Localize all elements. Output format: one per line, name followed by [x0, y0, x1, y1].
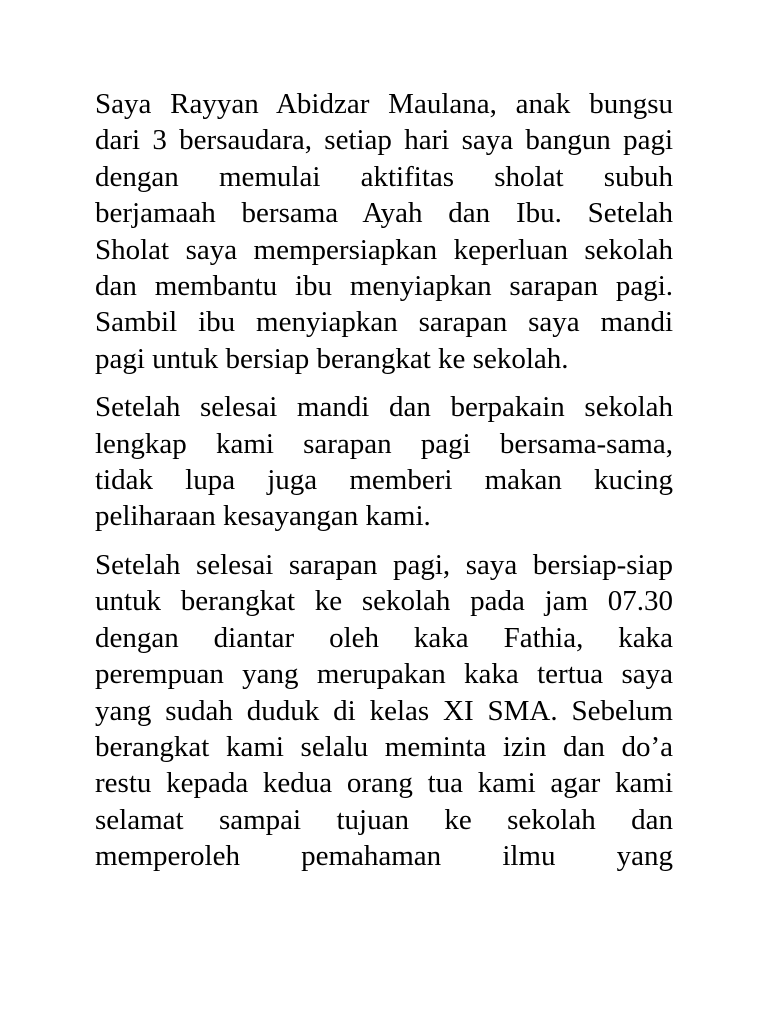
- text-line: dengan diantar oleh kaka Fathia, kaka: [95, 621, 673, 654]
- text-line: perempuan yang merupakan kaka tertua saya: [95, 658, 673, 691]
- text-line: yang sudah duduk di kelas XI SMA. Sebelum: [95, 694, 673, 727]
- text-line: untuk berangkat ke sekolah pada jam 07.30: [95, 585, 673, 618]
- text-line: peliharaan kesayangan kami.: [95, 500, 431, 533]
- text-line: dan membantu ibu menyiapkan sarapan pagi.: [95, 270, 673, 303]
- text-line: lengkap kami sarapan pagi bersama-sama,: [95, 427, 673, 460]
- paragraph-1: [95, 86, 673, 377]
- text-line: Sambil ibu menyiapkan sarapan saya mandi: [95, 306, 673, 339]
- text-line: restu kepada kedua orang tua kami agar kami: [95, 767, 673, 800]
- text-line: Setelah selesai mandi dan berpakain sekolah: [95, 391, 673, 424]
- text-line: Sholat saya mempersiapkan keperluan sekolah: [95, 233, 673, 266]
- text-line: selamat sampai tujuan ke sekolah dan: [95, 803, 673, 836]
- text-line: berjamaah bersama Ayah dan Ibu. Setelah: [95, 197, 673, 230]
- text-line: dari 3 bersaudara, setiap hari saya bangun pagi: [95, 124, 673, 157]
- paragraph-2: [95, 389, 673, 535]
- text-line: pagi untuk bersiap berangkat ke sekolah.: [95, 342, 569, 375]
- text-line: Saya Rayyan Abidzar Maulana, anak bungsu: [95, 88, 673, 120]
- text-line: memperoleh pemahaman ilmu yang: [95, 840, 673, 873]
- text-line: tidak lupa juga memberi makan kucing: [95, 464, 673, 497]
- text-line: dengan memulai aktifitas sholat subuh: [95, 160, 673, 193]
- paragraph-3: [95, 547, 673, 875]
- text-line: Setelah selesai sarapan pagi, saya bersiap-siap: [95, 548, 673, 581]
- document-body: [95, 86, 673, 887]
- text-line: berangkat kami selalu meminta izin dan do’a: [95, 730, 673, 763]
